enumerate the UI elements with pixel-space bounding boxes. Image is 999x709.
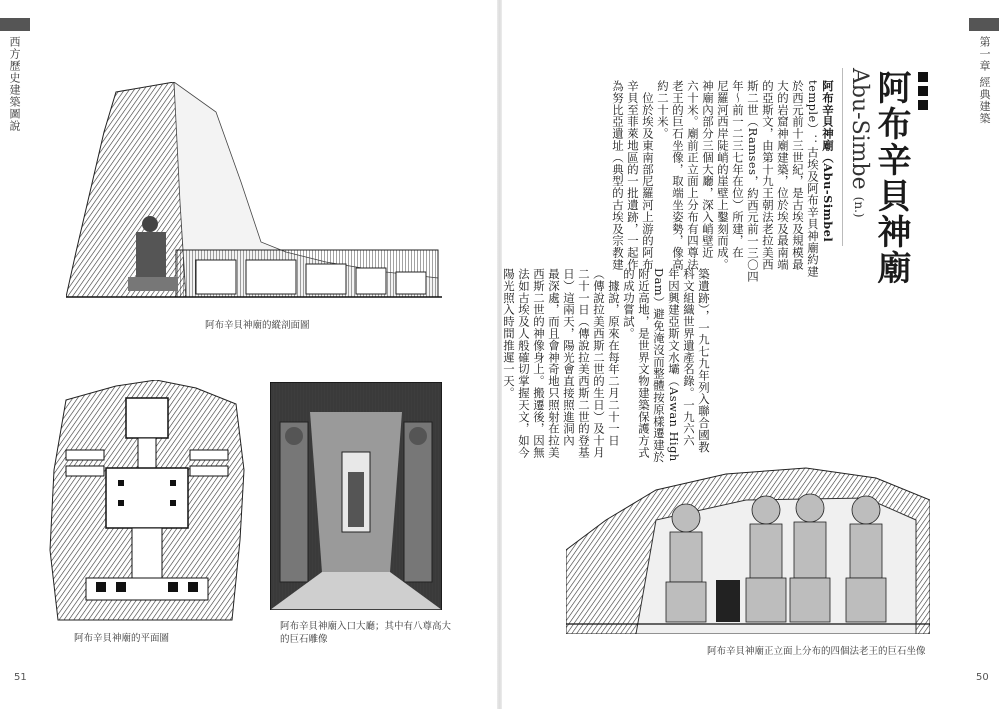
text-column: 陽光照入時間推遲一天。 [502, 268, 516, 399]
text-column: 附近高地，是世界文物建築保護方式 [637, 268, 651, 459]
title-rule [842, 68, 843, 246]
text-column: 築遺跡），一九七九年列入聯合國教 [697, 268, 711, 453]
text-column: 神廟內部分三個大廳，深入峭壁近 [701, 80, 715, 259]
text-column: 科文組織世界遺產名錄。一九六六 [682, 268, 696, 447]
text-column: 位於埃及東南部尼羅河上游的阿布 [641, 80, 655, 271]
caption-hall-1: 阿布辛貝神廟入口大廳；其中有八尊高大 [280, 621, 452, 632]
roman-title [846, 68, 872, 218]
article-title: 阿布辛貝神廟 [871, 70, 911, 286]
text-column: 法如古埃及人般確切掌握天文，如今 [517, 268, 531, 459]
text-column: 約二十米。 [656, 80, 670, 140]
text-column: 斯二世（Ramses，約西元前一三〇四 [746, 80, 760, 283]
text-column: 辛貝至菲萊地區的一批遺跡，一起作 [626, 80, 640, 271]
text-column: 於西元前十三世紀，是古埃及規模最 [791, 80, 805, 271]
text-column: 大的岩窟神廟建築，位於埃及最南端 [776, 80, 790, 271]
text-column: 最深處，而且會神奇地只照射在拉美 [547, 268, 561, 459]
roman-title-suffix: (n.) [852, 196, 866, 218]
text-column: 老王的巨石坐像，取端坐姿勢，像高 [671, 80, 685, 271]
caption-facade: 阿布辛貝神廟正立面上分布的四個法老王的巨石坐像 [707, 646, 926, 657]
left-page-tab [0, 18, 30, 31]
section-drawing [66, 82, 442, 304]
text-column: 據說，原來在每年二月二十一日 [607, 268, 621, 447]
plan-drawing [46, 380, 248, 626]
text-column: temple）：古埃及阿布辛貝神廟約建 [806, 80, 820, 278]
left-page-number: 51 [14, 672, 27, 683]
text-column: 的成功嘗試。 [622, 268, 636, 340]
book-gutter [497, 0, 502, 709]
caption-section: 阿布辛貝神廟的縱剖面圖 [205, 320, 310, 331]
caption-hall-2: 的巨石雕像 [280, 634, 328, 645]
text-column: 二十一日（傳說拉美西斯二世的登基 [577, 268, 591, 459]
right-page-number: 50 [976, 672, 989, 683]
facade-drawing [566, 460, 930, 634]
roman-title-text: Abu-Simbe [847, 68, 872, 190]
title-ornament [918, 72, 930, 114]
text-column: 阿布辛貝神廟（Abu-Simbel [821, 80, 835, 243]
caption-plan: 阿布辛貝神廟的平面圖 [74, 633, 170, 644]
right-running-head: 第一章 經典建築 [978, 36, 991, 125]
text-column: 六十米。廟前正立面上分布有四尊法 [686, 80, 700, 271]
text-column: 為努比亞遺址（典型的古埃及宗教建 [611, 80, 625, 271]
text-column: 年因興建亞斯文水壩（Aswan High [667, 268, 681, 462]
text-column: 年～前一二三七年在位）所建，在 [731, 80, 745, 259]
text-column: 的亞斯文，由第十九王朝法老拉美西 [761, 80, 775, 271]
text-column: 西斯二世的神像身上。搬遷後，因無 [532, 268, 546, 459]
text-column: （傳說拉美西斯二世的生日）及十月 [592, 268, 606, 459]
text-column: 日）這兩天，陽光會直接照進洞內 [562, 268, 576, 447]
text-column: Dam）避免淹沒而整體按原樣遷建於 [652, 268, 666, 463]
left-running-head: 西方歷史建築圖說 [8, 36, 21, 132]
hall-drawing [270, 382, 442, 610]
right-page-tab [969, 18, 999, 31]
text-column: 尼羅河西岸陡峭的崖壁上鑿刻而成。 [716, 80, 730, 271]
